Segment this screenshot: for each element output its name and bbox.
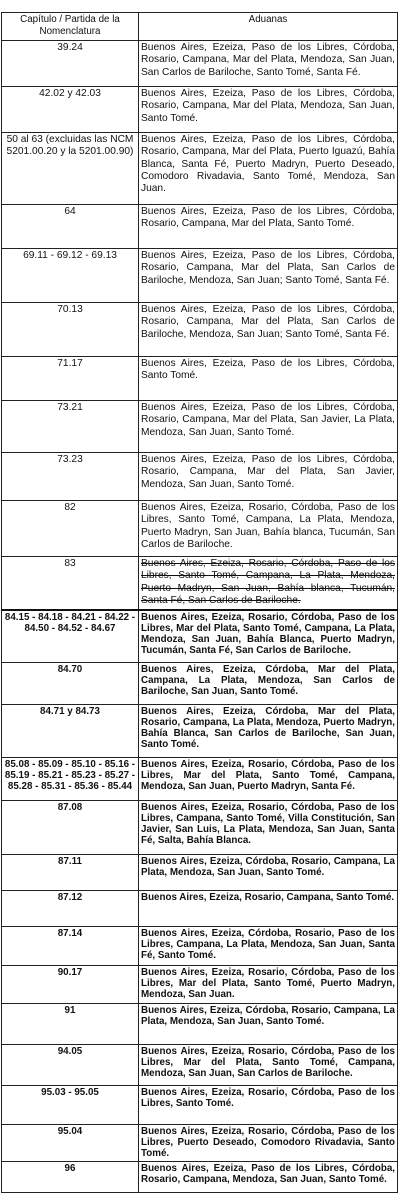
row-code: 50 al 63 (excluidas las NCM 5201.00.20 y la 5201.00.90) [2, 133, 139, 205]
row-code: 87.12 [2, 891, 139, 927]
row-code: 90.17 [2, 966, 139, 1004]
row-ports: Buenos Aires, Ezeiza, Paso de los Libres, Córdoba, Rosario, Campana, Mendoza, San Juan, Santo Tomé. [139, 1162, 398, 1193]
header-customs: Aduanas [139, 13, 398, 41]
row-ports: Buenos Aires, Ezeiza, Paso de los Libres, Córdoba, Rosario, Campana, Mar del Plata, Santo Tomé. [139, 205, 398, 249]
table-row [2, 303, 398, 357]
row-code: 83 [2, 557, 139, 610]
row-code: 94.05 [2, 1045, 139, 1086]
row-code: 84.70 [2, 663, 139, 705]
table-row [2, 133, 398, 205]
row-ports: Buenos Aires, Ezeiza, Paso de los Libres, Córdoba, Rosario, Campana, Mar del Plata, San Carlos de Bariloche, Mendoza, San Juan; Santo Tomé, Santa Fé. [139, 249, 398, 303]
table-row [2, 249, 398, 303]
row-code: 64 [2, 205, 139, 249]
row-ports: Buenos Aires, Ezeiza, Córdoba, Rosario, Campana, La Plata, Mendoza, San Juan, Santo Tomé. [139, 1004, 398, 1045]
row-ports: Buenos Aires, Ezeiza, Paso de los Libres, Córdoba, Rosario, Campana, Mar del Plata, San Javier, Mendoza, San Juan, Santo Tomé. [139, 453, 398, 501]
row-ports: Buenos Aires, Ezeiza, Córdoba, Mar del Plata, Rosario, Campana, La Plata, Mendoza, Puerto Madryn, Bahía Blanca, San Carlos de Bariloche, San Juan, Santo Tomé. [139, 705, 398, 758]
row-ports: Buenos Aires, Ezeiza, Córdoba, Rosario, Campana, La Plata, Mendoza, San Juan, Santo Tomé. [139, 855, 398, 891]
row-ports: Buenos Aires, Ezeiza, Rosario, Córdoba, Paso de los Libres, Puerto Deseado, Comodoro Rivadavia, Santo Tomé. [139, 1125, 398, 1162]
table-row [2, 758, 398, 801]
row-ports: Buenos Aires, Ezeiza, Rosario, Campana, Santo Tomé. [139, 891, 398, 927]
row-code: 87.08 [2, 801, 139, 855]
table-row [2, 1004, 398, 1045]
table-row [2, 927, 398, 966]
row-ports: Buenos Aires, Ezeiza, Rosario, Córdoba, Paso de los Libres, Campana, Santo Tomé, Villa Constitución, San Javier, San Luis, La Plata, Mendoza, San Juan, Santa Fé, Salta, Bahía Blanca. [139, 801, 398, 855]
row-code: 95.03 - 95.05 [2, 1086, 139, 1125]
row-ports: Buenos Aires, Ezeiza, Rosario, Córdoba, Paso de los Libres, Santo Tomé, Campana, La Plata, Mendoza, Puerto Madryn, San Juan, Bahía blanca, Tucumán, San Carlos de Bariloche. [139, 501, 398, 557]
table-row [2, 401, 398, 453]
row-ports: Buenos Aires, Ezeiza, Paso de los Libres, Córdoba, Rosario, Campana, Mar del Plata, San Carlos de Bariloche, Mendoza, San Juan; Santo Tomé, Santa Fé. [139, 303, 398, 357]
table-row [2, 1125, 398, 1162]
row-code: 73.23 [2, 453, 139, 501]
row-ports: Buenos Aires, Ezeiza, Rosario, Córdoba, Paso de los Libres, Mar del Plata, Santo Tomé, Puerto Madryn, Mendoza, San Juan. [139, 966, 398, 1004]
row-code: 70.13 [2, 303, 139, 357]
row-code: 69.11 - 69.12 - 69.13 [2, 249, 139, 303]
table-row [2, 705, 398, 758]
row-ports [139, 557, 398, 610]
customs-table-container [1, 12, 397, 1193]
struck-text: Buenos Aires, Ezeiza, Rosario, Córdoba, Paso de los Libres, Santo Tomé, Campana, La Plata, Mendoza, Puerto Madryn, San Juan, Bahía blanca, Tucumán, Santa Fé, San Carlos de Bariloche. [141, 558, 395, 606]
row-ports: Buenos Aires, Ezeiza, Rosario, Córdoba, Paso de los Libres, Mar del Plata, Santo Tomé, Campana, Mendoza, San Juan, San Carlos de Bariloche. [139, 1045, 398, 1086]
table-row [2, 41, 398, 87]
table-row [2, 501, 398, 557]
table-row [2, 205, 398, 249]
table-row [2, 855, 398, 891]
header-row [2, 13, 398, 41]
table-row [2, 663, 398, 705]
row-ports: Buenos Aires, Ezeiza, Paso de los Libres, Córdoba, Rosario, Campana, Mar del Plata, Puerto Iguazú, Bahía Blanca, Santa Fé, Puerto Madryn, Puerto Deseado, Comodoro Rivadavia, Santo Tomé, Mendoza, San Juan. [139, 133, 398, 205]
customs-table [1, 12, 398, 1193]
table-row [2, 557, 398, 610]
row-code: 71.17 [2, 357, 139, 401]
row-ports: Buenos Aires, Ezeiza, Paso de los Libres, Córdoba, Rosario, Campana, Mar del Plata, Mendoza, San Juan, Santo Tomé. [139, 87, 398, 133]
table-row [2, 1045, 398, 1086]
row-ports: Buenos Aires, Ezeiza, Córdoba, Rosario, Paso de los Libres, Campana, La Plata, Mendoza, San Juan, Santa Fé, Santo Tomé. [139, 927, 398, 966]
row-ports: Buenos Aires, Ezeiza, Rosario, Córdoba, Paso de los Libres, Mar del Plata, Santo Tomé, Campana, La Plata, Mendoza, San Juan, Bahía Blanca, Puerto Madryn, Tucumán, Santa Fé, San Carlos de Bariloche. [139, 610, 398, 663]
row-code: 42.02 y 42.03 [2, 87, 139, 133]
row-code: 96 [2, 1162, 139, 1193]
row-code: 39.24 [2, 41, 139, 87]
table-row [2, 1086, 398, 1125]
row-ports: Buenos Aires, Ezeiza, Rosario, Córdoba, Paso de los Libres, Santo Tomé. [139, 1086, 398, 1125]
row-code: 84.71 y 84.73 [2, 705, 139, 758]
row-ports: Buenos Aires, Ezeiza, Córdoba, Mar del Plata, Campana, La Plata, Mendoza, San Carlos de Bariloche, San Juan, Santo Tomé. [139, 663, 398, 705]
row-ports: Buenos Aires, Ezeiza, Paso de los Libres, Córdoba, Rosario, Campana, Mar del Plata, San Javier, La Plata, Mendoza, San Juan, Santo Tomé. [139, 401, 398, 453]
row-code: 87.11 [2, 855, 139, 891]
row-ports: Buenos Aires, Ezeiza, Rosario, Córdoba, Paso de los Libres, Mar del Plata, Santo Tomé, Campana, Mendoza, San Juan, Puerto Madryn, Santa Fé. [139, 758, 398, 801]
table-row [2, 891, 398, 927]
table-row [2, 357, 398, 401]
row-code: 91 [2, 1004, 139, 1045]
row-ports: Buenos Aires, Ezeiza, Paso de los Libres, Córdoba, Rosario, Campana, Mar del Plata, Mendoza, San Juan, San Carlos de Bariloche, Santo Tomé, Santa Fé. [139, 41, 398, 87]
row-code: 85.08 - 85.09 - 85.10 - 85.16 - 85.19 - 85.21 - 85.23 - 85.27 - 85.28 - 85.31 - 85.36 - 85.44 [2, 758, 139, 801]
table-row [2, 801, 398, 855]
row-code: 84.15 - 84.18 - 84.21 - 84.22 - 84.50 - 84.52 - 84.67 [2, 610, 139, 663]
table-row [2, 610, 398, 663]
row-code: 87.14 [2, 927, 139, 966]
row-code: 82 [2, 501, 139, 557]
row-code: 73.21 [2, 401, 139, 453]
row-code: 95.04 [2, 1125, 139, 1162]
table-row [2, 87, 398, 133]
header-chapter: Capítulo / Partida de la Nomenclatura [2, 13, 139, 41]
table-row [2, 1162, 398, 1193]
table-row [2, 966, 398, 1004]
row-ports: Buenos Aires, Ezeiza, Paso de los Libres, Córdoba, Santo Tomé. [139, 357, 398, 401]
table-row [2, 453, 398, 501]
